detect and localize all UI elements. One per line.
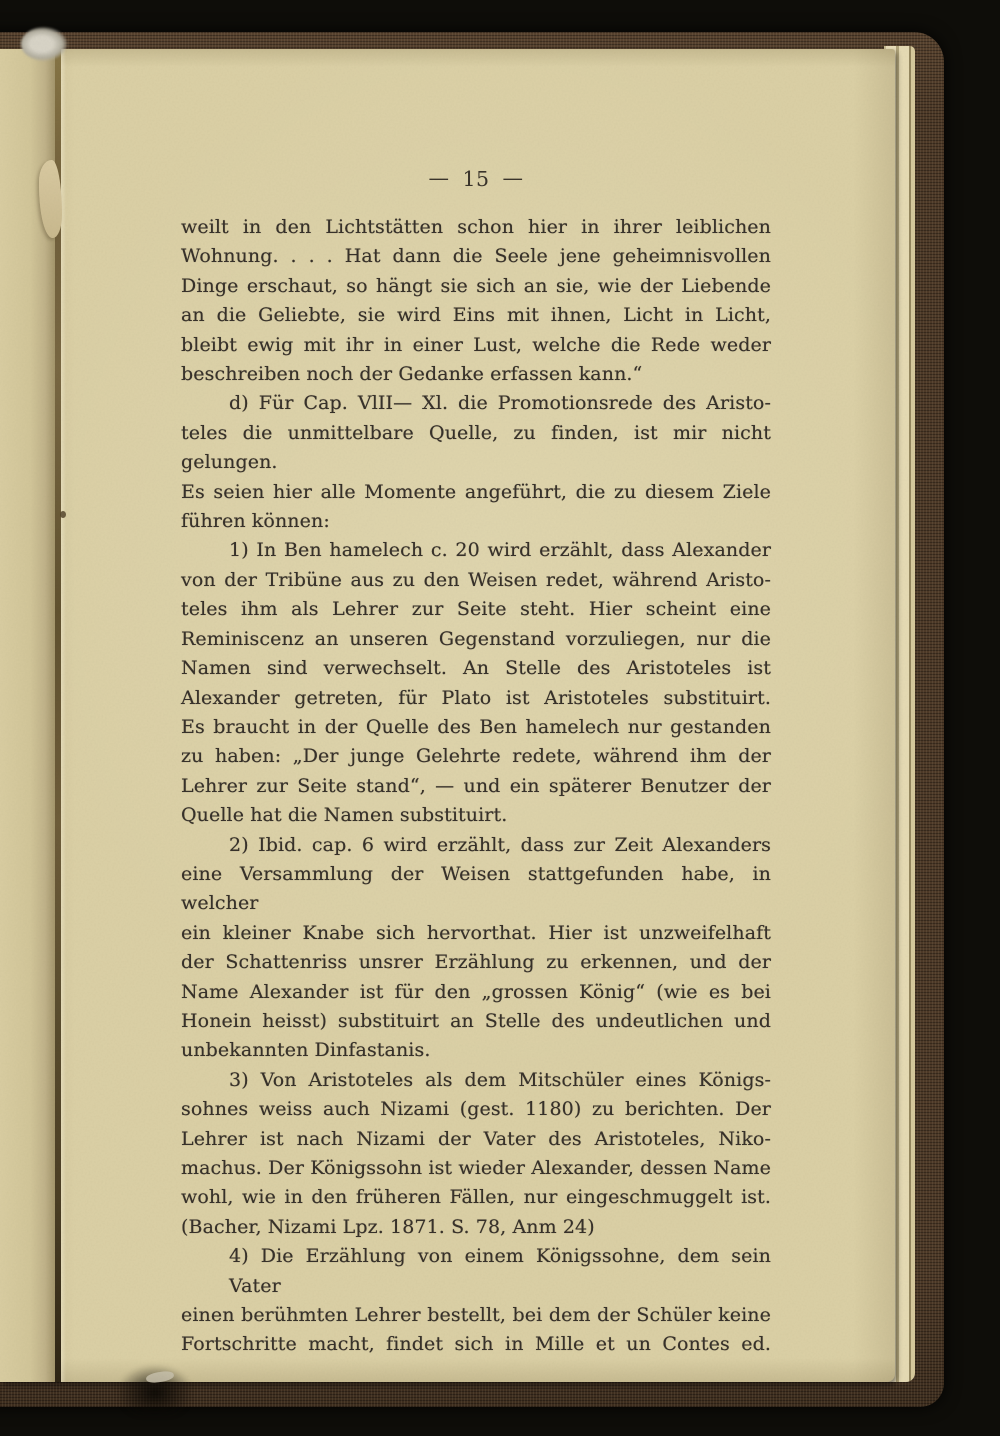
text-line: bleibt ewig mit ihr in einer Lust, welche die Rede weder xyxy=(181,333,771,356)
text-line: weilt in den Lichtstätten schon hier in ihrer leiblichen xyxy=(181,216,771,238)
text-line: von der Tribüne aus zu den Weisen redet, während Aristo- xyxy=(181,568,771,591)
page-number xyxy=(181,167,771,191)
text-line: Es braucht in der Quelle des Ben hamelech nur gestanden xyxy=(181,715,771,738)
text-line: Namen sind verwechselt. An Stelle des Aristoteles ist xyxy=(181,657,771,680)
facing-page-sliver xyxy=(0,49,55,1382)
text-line: teles ihm als Lehrer zur Seite steht. Hier scheint eine xyxy=(181,598,771,621)
text-line: 4) Die Erzählung von einem Königssohne, dem sein Vater xyxy=(229,1245,771,1297)
text-line: Name Alexander ist für den „grossen König“ (wie es bei xyxy=(181,980,771,1003)
page-number-value: 15 xyxy=(462,167,490,191)
text-line: der Schattenriss unsrer Erzählung zu erkennen, und der xyxy=(181,951,771,974)
text-line: (Bacher, Nizami Lpz. 1871. S. 78, Anm 24) xyxy=(181,1215,595,1238)
text-line: wohl, wie in den früheren Fällen, nur eingeschmuggelt ist. xyxy=(181,1186,771,1209)
text-line: machus. Der Königssohn ist wieder Alexander, dessen Name xyxy=(181,1157,771,1179)
text-line: Fortschritte macht, findet sich in Mille et un Contes ed. xyxy=(181,1333,771,1356)
text-line: an die Geliebte, sie wird Eins mit ihnen, Licht in Licht, xyxy=(181,304,771,327)
text-line: d) Für Cap. VlII— Xl. die Promotionsrede des Aristo- xyxy=(229,392,771,415)
text-line: 1) In Ben hamelech c. 20 wird erzählt, dass Alexander xyxy=(229,539,771,562)
body-text-block xyxy=(181,213,771,1360)
text-line: teles die unmittelbare Quelle, zu finden, ist mir nicht gelungen. xyxy=(181,421,771,474)
text-line: Alexander getreten, für Plato ist Aristoteles substituirt. xyxy=(181,686,771,709)
binding-wear-spot xyxy=(21,27,67,61)
text-line: einen berühmten Lehrer bestellt, bei dem der Schüler keine xyxy=(181,1304,771,1327)
page-number-dash-left: — xyxy=(428,166,450,190)
text-line: 3) Von Aristoteles als dem Mitschüler eines Königs- xyxy=(229,1068,771,1091)
ink-speck xyxy=(60,511,66,518)
text-line: eine Versammlung der Weisen stattgefunden habe, in welcher xyxy=(181,862,771,915)
text-line: sohnes weiss auch Nizami (gest. 1180) zu berichten. Der xyxy=(181,1098,771,1121)
text-line: ein kleiner Knabe sich hervorthat. Hier ist unzweifelhaft xyxy=(181,921,771,944)
text-line: zu haben: „Der junge Gelehrte redete, während ihm der xyxy=(181,745,771,768)
text-line: Lehrer ist nach Nizami der Vater des Aristoteles, Niko- xyxy=(181,1127,771,1150)
text-line: 2) Ibid. cap. 6 wird erzählt, dass zur Zeit Alexanders xyxy=(229,833,771,856)
text-line: Wohnung. . . . Hat dann die Seele jene geheimnisvollen xyxy=(181,245,771,268)
text-line: Quelle hat die Namen substituirt. xyxy=(181,804,508,827)
text-line: Reminiscenz an unseren Gegenstand vorzuliegen, nur die xyxy=(181,627,771,650)
text-line: führen können: xyxy=(181,510,330,533)
text-line: Honein heisst) substituirt an Stelle des undeutlichen und xyxy=(181,1009,771,1032)
text-line: Es seien hier alle Momente angeführt, die zu diesem Ziele xyxy=(181,480,771,503)
text-line: Dinge erschaut, so hängt sie sich an sie, wie der Liebende xyxy=(181,274,771,297)
page-number-dash-right: — xyxy=(502,166,524,190)
gutter-crease xyxy=(55,49,61,1382)
text-line: beschreiben noch der Gedanke erfassen kann.“ xyxy=(181,363,643,386)
text-line: Lehrer zur Seite stand“, — und ein späterer Benutzer der xyxy=(181,774,771,797)
text-line: unbekannten Dinfastanis. xyxy=(181,1039,431,1062)
